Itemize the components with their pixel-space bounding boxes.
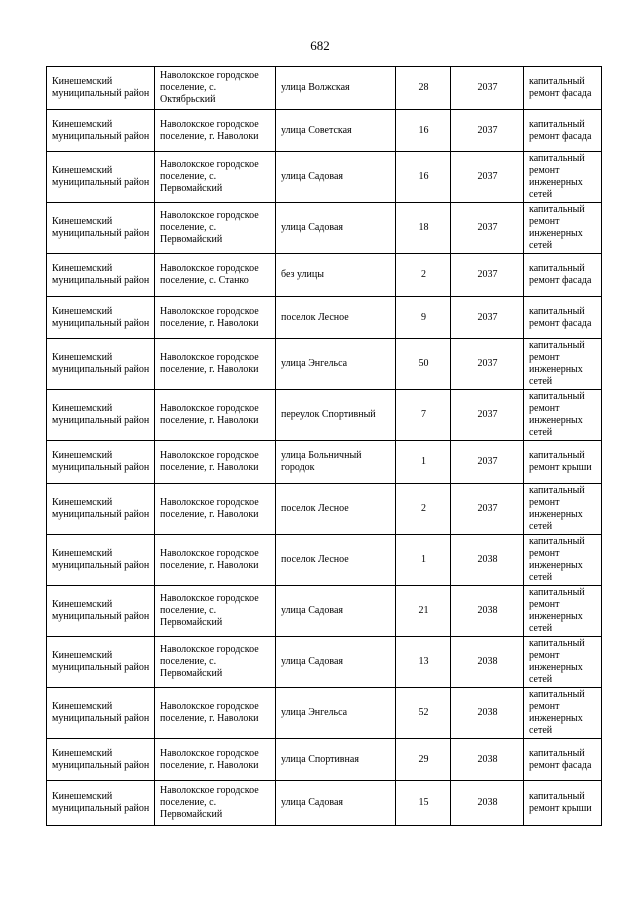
- work-type-cell: капитальный ремонт крыши: [524, 441, 602, 484]
- year-cell: 2037: [451, 339, 524, 390]
- street-cell: улица Садовая: [276, 637, 396, 688]
- year-cell: 2038: [451, 586, 524, 637]
- work-type-cell: капитальный ремонт инженерных сетей: [524, 637, 602, 688]
- table-row: [47, 203, 602, 254]
- settlement-cell: Наволокское городское поселение, г. Наволоки: [155, 339, 276, 390]
- settlement-cell: Наволокское городское поселение, с. Станко: [155, 254, 276, 297]
- work-type-cell: капитальный ремонт инженерных сетей: [524, 688, 602, 739]
- district-cell: Кинешемский муниципальный район: [47, 110, 155, 152]
- street-cell: улица Больничный городок: [276, 441, 396, 484]
- district-cell: Кинешемский муниципальный район: [47, 586, 155, 637]
- year-cell: 2037: [451, 110, 524, 152]
- district-cell: Кинешемский муниципальный район: [47, 297, 155, 339]
- year-cell: 2038: [451, 535, 524, 586]
- year-cell: 2038: [451, 781, 524, 826]
- house-number-cell: 50: [396, 339, 451, 390]
- district-cell: Кинешемский муниципальный район: [47, 535, 155, 586]
- work-type-cell: капитальный ремонт инженерных сетей: [524, 535, 602, 586]
- work-type-cell: капитальный ремонт инженерных сетей: [524, 203, 602, 254]
- street-cell: улица Советская: [276, 110, 396, 152]
- street-cell: улица Садовая: [276, 152, 396, 203]
- street-cell: без улицы: [276, 254, 396, 297]
- street-cell: улица Садовая: [276, 586, 396, 637]
- table-row: [47, 390, 602, 441]
- settlement-cell: Наволокское городское поселение, г. Наволоки: [155, 110, 276, 152]
- work-type-cell: капитальный ремонт инженерных сетей: [524, 586, 602, 637]
- year-cell: 2038: [451, 688, 524, 739]
- year-cell: 2037: [451, 203, 524, 254]
- table-row: [47, 535, 602, 586]
- work-type-cell: капитальный ремонт инженерных сетей: [524, 484, 602, 535]
- street-cell: поселок Лесное: [276, 535, 396, 586]
- district-cell: Кинешемский муниципальный район: [47, 152, 155, 203]
- table-body: [47, 67, 602, 826]
- page-number: 682: [310, 38, 330, 53]
- year-cell: 2037: [451, 152, 524, 203]
- house-number-cell: 29: [396, 739, 451, 781]
- year-cell: 2037: [451, 254, 524, 297]
- table-row: [47, 586, 602, 637]
- work-type-cell: капитальный ремонт фасада: [524, 110, 602, 152]
- district-cell: Кинешемский муниципальный район: [47, 67, 155, 110]
- house-number-cell: 18: [396, 203, 451, 254]
- settlement-cell: Наволокское городское поселение, г. Наволоки: [155, 297, 276, 339]
- table-row: [47, 781, 602, 826]
- work-type-cell: капитальный ремонт инженерных сетей: [524, 339, 602, 390]
- district-cell: Кинешемский муниципальный район: [47, 739, 155, 781]
- table-row: [47, 110, 602, 152]
- settlement-cell: Наволокское городское поселение, с. Первомайский: [155, 637, 276, 688]
- district-cell: Кинешемский муниципальный район: [47, 441, 155, 484]
- settlement-cell: Наволокское городское поселение, г. Наволоки: [155, 535, 276, 586]
- street-cell: улица Энгельса: [276, 688, 396, 739]
- street-cell: улица Волжская: [276, 67, 396, 110]
- district-cell: Кинешемский муниципальный район: [47, 484, 155, 535]
- street-cell: улица Садовая: [276, 203, 396, 254]
- work-type-cell: капитальный ремонт фасада: [524, 297, 602, 339]
- work-type-cell: капитальный ремонт крыши: [524, 781, 602, 826]
- house-number-cell: 16: [396, 110, 451, 152]
- district-cell: Кинешемский муниципальный район: [47, 203, 155, 254]
- table-row: [47, 637, 602, 688]
- settlement-cell: Наволокское городское поселение, г. Наволоки: [155, 739, 276, 781]
- settlement-cell: Наволокское городское поселение, г. Наволоки: [155, 390, 276, 441]
- work-type-cell: капитальный ремонт фасада: [524, 67, 602, 110]
- work-type-cell: капитальный ремонт инженерных сетей: [524, 152, 602, 203]
- table-row: [47, 339, 602, 390]
- house-number-cell: 13: [396, 637, 451, 688]
- table-row: [47, 441, 602, 484]
- settlement-cell: Наволокское городское поселение, г. Наволоки: [155, 688, 276, 739]
- street-cell: улица Садовая: [276, 781, 396, 826]
- table-row: [47, 484, 602, 535]
- district-cell: Кинешемский муниципальный район: [47, 781, 155, 826]
- house-number-cell: 28: [396, 67, 451, 110]
- year-cell: 2037: [451, 297, 524, 339]
- work-type-cell: капитальный ремонт инженерных сетей: [524, 390, 602, 441]
- house-number-cell: 9: [396, 297, 451, 339]
- district-cell: Кинешемский муниципальный район: [47, 390, 155, 441]
- street-cell: улица Спортивная: [276, 739, 396, 781]
- settlement-cell: Наволокское городское поселение, г. Наволоки: [155, 484, 276, 535]
- year-cell: 2037: [451, 390, 524, 441]
- street-cell: переулок Спортивный: [276, 390, 396, 441]
- district-cell: Кинешемский муниципальный район: [47, 339, 155, 390]
- work-type-cell: капитальный ремонт фасада: [524, 254, 602, 297]
- table-row: [47, 254, 602, 297]
- house-number-cell: 2: [396, 254, 451, 297]
- district-cell: Кинешемский муниципальный район: [47, 637, 155, 688]
- table-row: [47, 297, 602, 339]
- work-type-cell: капитальный ремонт фасада: [524, 739, 602, 781]
- street-cell: поселок Лесное: [276, 297, 396, 339]
- year-cell: 2038: [451, 637, 524, 688]
- year-cell: 2037: [451, 67, 524, 110]
- table-row: [47, 688, 602, 739]
- house-number-cell: 52: [396, 688, 451, 739]
- year-cell: 2038: [451, 739, 524, 781]
- settlement-cell: Наволокское городское поселение, г. Наволоки: [155, 441, 276, 484]
- settlement-cell: Наволокское городское поселение, с. Первомайский: [155, 203, 276, 254]
- table-row: [47, 739, 602, 781]
- house-number-cell: 1: [396, 535, 451, 586]
- table-row: [47, 152, 602, 203]
- settlement-cell: Наволокское городское поселение, с. Первомайский: [155, 781, 276, 826]
- year-cell: 2037: [451, 484, 524, 535]
- settlement-cell: Наволокское городское поселение, с. Первомайский: [155, 586, 276, 637]
- settlement-cell: Наволокское городское поселение, с. Октябрьский: [155, 67, 276, 110]
- house-number-cell: 2: [396, 484, 451, 535]
- house-number-cell: 16: [396, 152, 451, 203]
- house-number-cell: 15: [396, 781, 451, 826]
- street-cell: поселок Лесное: [276, 484, 396, 535]
- repair-schedule-table: [46, 66, 602, 826]
- house-number-cell: 21: [396, 586, 451, 637]
- settlement-cell: Наволокское городское поселение, с. Первомайский: [155, 152, 276, 203]
- street-cell: улица Энгельса: [276, 339, 396, 390]
- district-cell: Кинешемский муниципальный район: [47, 254, 155, 297]
- district-cell: Кинешемский муниципальный район: [47, 688, 155, 739]
- year-cell: 2037: [451, 441, 524, 484]
- house-number-cell: 7: [396, 390, 451, 441]
- table-row: [47, 67, 602, 110]
- house-number-cell: 1: [396, 441, 451, 484]
